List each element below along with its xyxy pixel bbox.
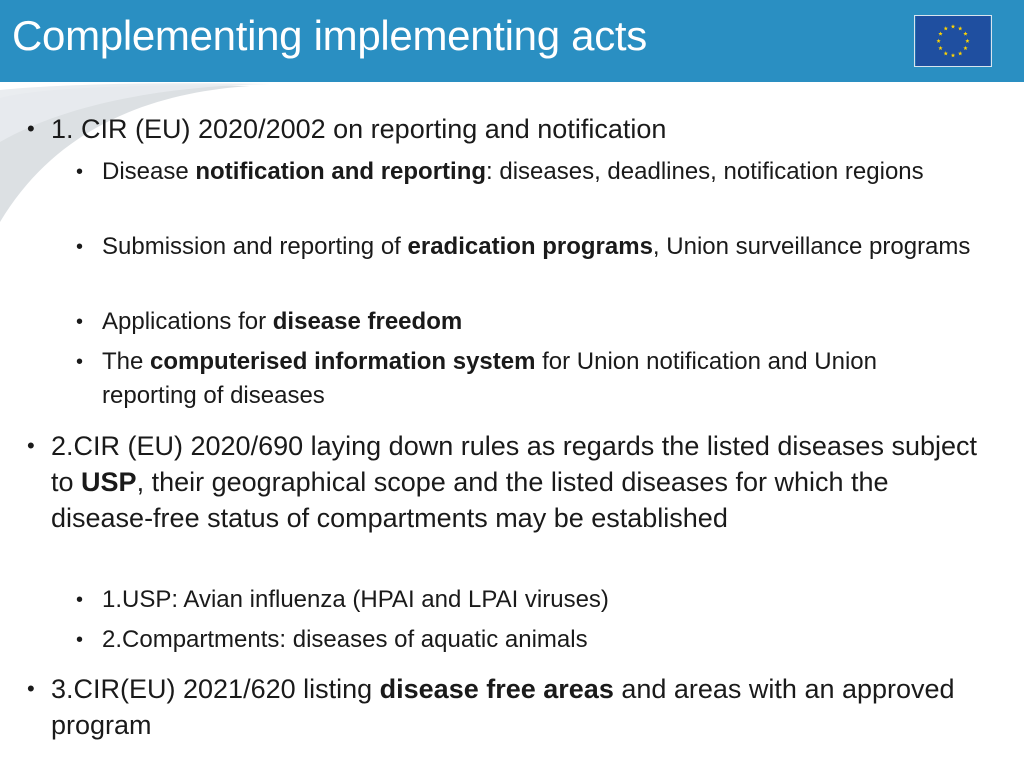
item-text: Submission and reporting of (102, 233, 408, 260)
item-text-bold: computerised information system (150, 348, 536, 375)
bullet: • (76, 351, 84, 373)
list-item (76, 155, 972, 189)
item-text: and areas with an approved program (51, 674, 955, 740)
list-item (27, 671, 981, 743)
bullet: • (76, 629, 84, 651)
item-text: , Union surveillance programs (652, 233, 971, 260)
item-text: The (102, 348, 151, 375)
item-text: 2.CIR (EU) 2020/690 laying down rules as regards the listed diseases subject to (51, 431, 977, 497)
list-item (76, 583, 972, 617)
item-text-bold: USP (81, 467, 137, 497)
item-text-bold: eradication programs (407, 233, 653, 260)
item-text: , their geographical scope and the listed diseases for which the disease-free status of compartments may be established (51, 467, 889, 533)
list-item (76, 305, 972, 339)
bullet: • (76, 236, 84, 258)
item-text: for Union notification and Union reporting of diseases (102, 348, 877, 409)
list-item (76, 230, 972, 264)
item-text: 1.USP: Avian influenza (HPAI and LPAI viruses) (102, 586, 609, 613)
item-text: 3.CIR(EU) 2021/620 listing (51, 674, 380, 704)
list-item (27, 428, 981, 536)
bullet: • (76, 311, 84, 333)
list-item (27, 111, 981, 147)
slide-title: Complementing implementing acts (12, 12, 647, 59)
item-text: 1. CIR (EU) 2020/2002 on reporting and notification (51, 114, 667, 144)
bullet: • (76, 589, 84, 611)
bullet: • (76, 161, 84, 183)
list-item (76, 345, 972, 413)
item-text-bold: disease free areas (379, 674, 614, 704)
bullet: • (27, 116, 35, 141)
item-text: : diseases, deadlines, notification regions (486, 158, 924, 185)
item-text: Disease (102, 158, 196, 185)
list-item (76, 623, 972, 657)
item-text-bold: notification and reporting (195, 158, 487, 185)
item-text: 2.Compartments: diseases of aquatic animals (102, 626, 588, 653)
bullet: • (27, 433, 35, 458)
bullet: • (27, 676, 35, 701)
item-text-bold: disease freedom (272, 308, 463, 335)
item-text: Applications for (102, 308, 273, 335)
